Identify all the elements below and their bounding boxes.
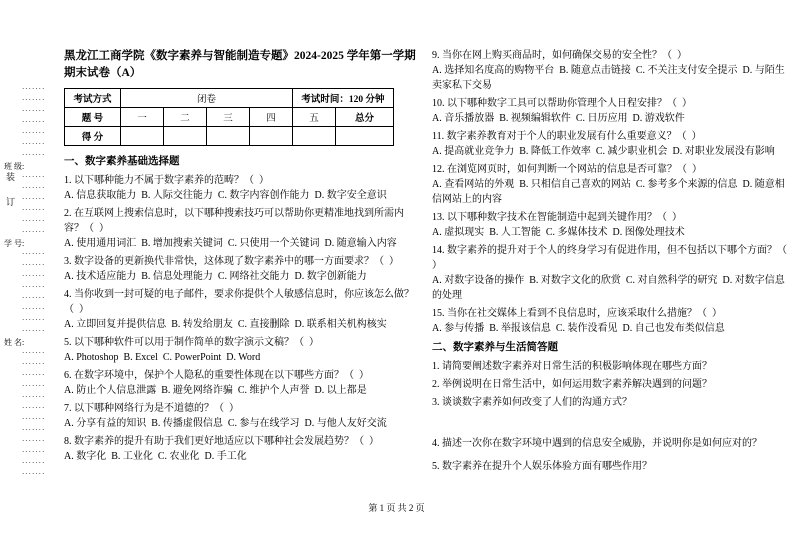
exam-info-table (64, 88, 394, 146)
left-column (64, 48, 420, 477)
question-14 (432, 243, 792, 303)
dotted-line: ······· (22, 107, 46, 115)
score-cell (250, 127, 293, 146)
question-2 (64, 206, 420, 251)
question-text: 15. 当你在社交媒体上看到不良信息时，应该采取什么措施？（ ） (432, 308, 722, 319)
question-options: A. 分享有益的知识 B. 传播虚假信息 C. 参与在线学习 D. 与他人友好交流 (64, 418, 387, 429)
dotted-line: ······· (22, 206, 46, 214)
dotted-line: ······· (22, 173, 46, 181)
question-text: 13. 以下哪种数字技术在智能制造中起到关键作用？（ ） (432, 212, 682, 223)
question-options: A. 使用通用词汇 B. 增加搜索关键词 C. 只使用一个关键词 D. 随意输入内容 (64, 238, 397, 249)
dotted-line: ······· (22, 327, 46, 335)
question-text: 8. 数字素养的提升有助于我们更好地适应以下哪种社会发展趋势？（ ） (64, 436, 379, 447)
question-options: A. 查看网站的外观 B. 只相信自己喜欢的网站 C. 参考多个来源的信息 D. 随意相信网站上的内容 (432, 179, 785, 205)
question-options: A. 立即回复并提供信息 B. 转发给朋友 C. 直接删除 D. 联系相关机构核实 (64, 319, 387, 330)
dotted-line: ······· (22, 382, 46, 390)
dotted-line: ······· (22, 294, 46, 302)
binding-margin (0, 0, 62, 549)
section2-heading: 二、数字素养与生活简答题 (432, 342, 558, 353)
dotted-line: ······· (22, 129, 46, 137)
dotted-line: ······· (22, 85, 46, 93)
dotted-line: ······· (22, 371, 46, 379)
score-cell (164, 127, 207, 146)
question-10 (432, 96, 788, 126)
question-text: 7. 以下哪种网络行为是不道德的？（ ） (64, 403, 239, 414)
question-number-cell: 一 (121, 108, 164, 127)
dotted-line: ······· (22, 316, 46, 324)
question-12 (432, 162, 788, 207)
question-11 (432, 129, 788, 159)
exam-mode-value: 闭卷 (121, 89, 293, 108)
question-options: A. 提高就业竞争力 B. 降低工作效率 C. 减少职业机会 D. 对职业发展没有影响 (432, 146, 775, 157)
question-options: A. Photoshop B. Excel C. PowerPoint D. Word (64, 352, 261, 363)
exam-content (64, 48, 792, 477)
dotted-line: ······· (22, 261, 46, 269)
dotted-line: ······· (22, 448, 46, 456)
dotted-line: ······· (22, 360, 46, 368)
dotted-line: ······· (22, 118, 46, 126)
dotted-line: ······· (22, 217, 46, 225)
dotted-line: ······· (22, 228, 46, 236)
student-field-label: 学 号: (4, 239, 25, 248)
score-cell (121, 127, 164, 146)
question-text: 12. 在浏览网页时，如何判断一个网站的信息是否可靠？（ ） (432, 164, 702, 175)
short-answer-question-5: 5. 数字素养在提升个人娱乐体验方面有哪些作用？ (432, 461, 652, 472)
dotted-line: ······· (22, 415, 46, 423)
question-5 (64, 335, 420, 365)
question-text: 3. 数字设备的更新换代非常快，这体现了数字素养中的哪一方面要求？（ ） (64, 256, 399, 267)
question-options: A. 技术适应能力 B. 信息处理能力 C. 网络社交能力 D. 数字创新能力 (64, 271, 367, 282)
dotted-line: ······· (22, 140, 46, 148)
question-1 (64, 173, 420, 203)
binding-line-label: 装 订 (5, 172, 15, 209)
question-text: 2. 在互联网上搜索信息时，以下哪种搜索技巧可以帮助你更精准地找到所需内容？（ ） (64, 208, 404, 234)
dotted-line: ······· (22, 459, 46, 467)
short-answer-question-1: 1. 请简要阐述数字素养对日常生活的积极影响体现在哪些方面？ (432, 361, 712, 372)
question-options: A. 选择知名度高的购物平台 B. 随意点击链接 C. 不关注支付安全提示 D. 与陌生卖家私下交易 (432, 65, 785, 91)
question-options: A. 参与传播 B. 举报该信息 C. 装作没看见 D. 自己也发布类似信息 (432, 323, 725, 334)
question-13 (432, 210, 788, 240)
exam-title: 黑龙江工商学院《数字素养与智能制造专题》2024-2025 学年第一学期期末试卷（A） (64, 50, 416, 79)
score-cell-total (336, 127, 394, 146)
question-options: A. 音乐播放器 B. 视频编辑软件 C. 日历应用 D. 游戏软件 (432, 113, 685, 124)
dotted-line: ······· (22, 184, 46, 192)
exam-mode-label: 考试方式 (65, 89, 121, 108)
question-options: A. 数字化 B. 工业化 C. 农业化 D. 手工化 (64, 451, 247, 462)
dotted-line: ······· (22, 470, 46, 478)
question-options: A. 对数字设备的操作 B. 对数字文化的欣赏 C. 对自然科学的研究 D. 对数字信息的处理 (432, 275, 785, 301)
question-text: 14. 数字素养的提升对于个人的终身学习有促进作用，但不包括以下哪个方面？（ ） (432, 245, 792, 271)
exam-time: 考试时间：120 分钟 (293, 89, 394, 108)
question-options: A. 虚拟现实 B. 人工智能 C. 多媒体技术 D. 图像处理技术 (432, 227, 685, 238)
dotted-line: ······· (22, 437, 46, 445)
question-number-cell: 五 (293, 108, 336, 127)
question-text: 1. 以下哪种能力不属于数字素养的范畴？（ ） (64, 175, 269, 186)
dotted-line: ······· (22, 151, 46, 159)
student-field-label: 班 级: (4, 162, 25, 171)
page-footer: 第 1 页 共 2 页 (368, 503, 425, 513)
question-row-label: 题 号 (65, 108, 121, 127)
question-4 (64, 287, 420, 332)
question-text: 4. 当你收到一封可疑的电子邮件，要求你提供个人敏感信息时，你应该怎么做？（ ） (64, 289, 414, 315)
student-field-label: 姓 名: (4, 338, 25, 347)
short-answer-question-2: 2. 举例说明在日常生活中，如何运用数字素养解决遇到的问题？ (432, 379, 712, 390)
dotted-line: ······· (22, 283, 46, 291)
question-number-cell: 三 (207, 108, 250, 127)
short-answer-question-3: 3. 谈谈数字素养如何改变了人们的沟通方式？ (432, 397, 632, 408)
total-score-label: 总分 (336, 108, 394, 127)
dotted-line: ······· (22, 96, 46, 104)
question-number-cell: 二 (164, 108, 207, 127)
question-15 (432, 306, 788, 336)
question-7 (64, 401, 420, 431)
dotted-line: ······· (22, 250, 46, 258)
section1-heading: 一、数字素养基础选择题 (64, 156, 180, 167)
question-text: 11. 数字素养教育对于个人的职业发展有什么重要意义？（ ） (432, 131, 702, 142)
dotted-line: ······· (22, 426, 46, 434)
dotted-line: ······· (22, 305, 46, 313)
question-options: A. 防止个人信息泄露 B. 避免网络诈骗 C. 维护个人声誉 D. 以上都是 (64, 385, 367, 396)
dotted-line: ······· (22, 272, 46, 280)
right-column (432, 48, 792, 477)
question-3 (64, 254, 420, 284)
question-number-cell: 四 (250, 108, 293, 127)
score-row-label: 得 分 (65, 127, 121, 146)
score-cell (207, 127, 250, 146)
dotted-line: ······· (22, 349, 46, 357)
score-cell (293, 127, 336, 146)
question-text: 10. 以下哪种数字工具可以帮助你管理个人日程安排？（ ） (432, 98, 692, 109)
question-8 (64, 434, 420, 464)
question-text: 9. 当你在网上购买商品时，如何确保交易的安全性？（ ） (432, 50, 687, 61)
dotted-line: ······· (22, 404, 46, 412)
dotted-line: ······· (22, 195, 46, 203)
dotted-line: ······· (22, 393, 46, 401)
question-9 (432, 48, 788, 93)
question-text: 6. 在数字环境中，保护个人隐私的重要性体现在以下哪些方面？（ ） (64, 370, 369, 381)
question-text: 5. 以下哪种软件可以用于制作简单的数字演示文稿？（ ） (64, 337, 319, 348)
question-6 (64, 368, 420, 398)
question-options: A. 信息获取能力 B. 人际交往能力 C. 数字内容创作能力 D. 数字安全意识 (64, 190, 387, 201)
short-answer-question-4: 4. 描述一次你在数字环境中遇到的信息安全威胁，并说明你是如何应对的？ (432, 438, 762, 449)
